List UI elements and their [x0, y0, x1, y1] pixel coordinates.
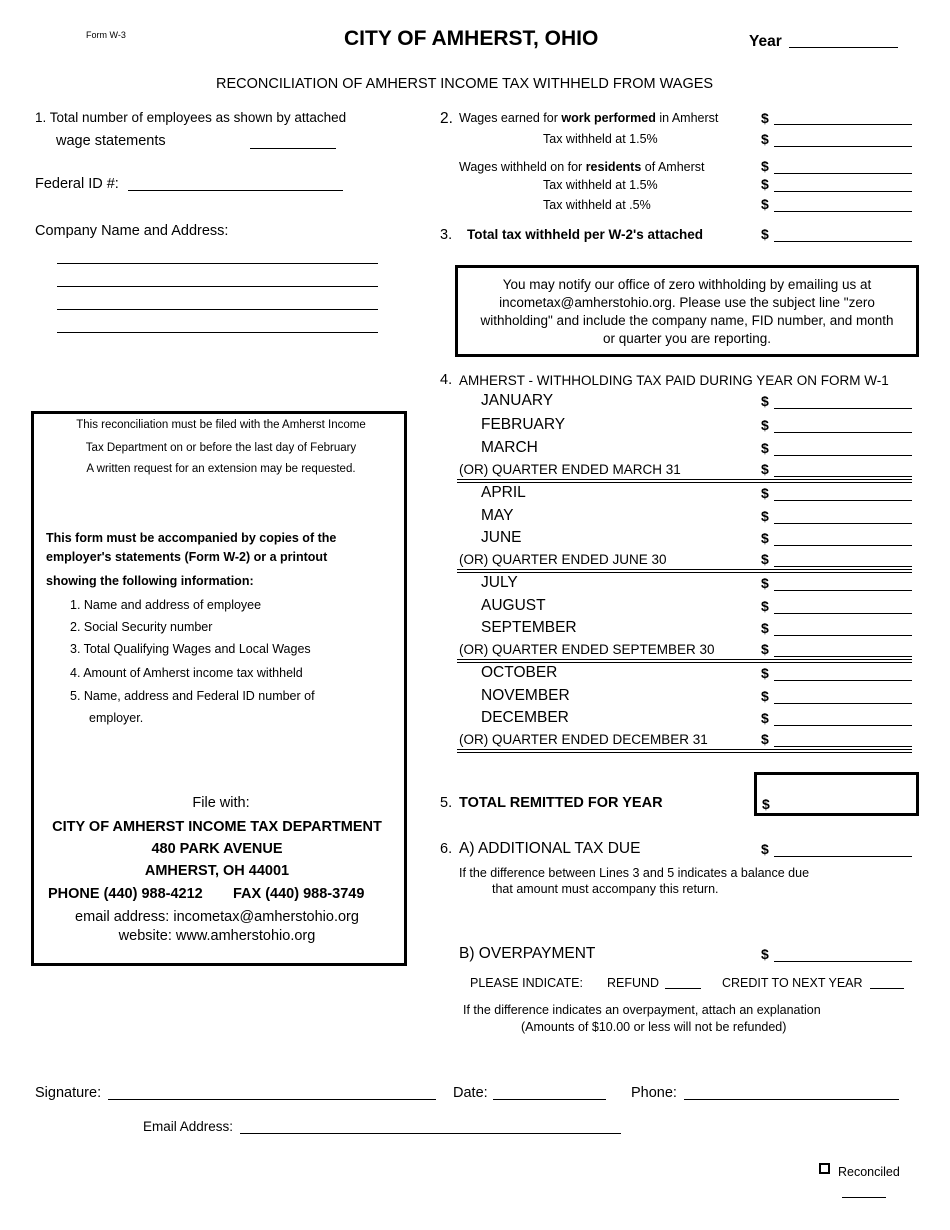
currency-sign: $ [761, 393, 769, 409]
quarter-september-field[interactable] [774, 656, 912, 657]
requirement-item-1: 1. Name and address of employee [70, 598, 262, 612]
currency-sign: $ [761, 131, 769, 147]
december-field[interactable] [774, 725, 912, 726]
june-field[interactable] [774, 545, 912, 546]
overpayment-label: B) OVERPAYMENT [459, 945, 596, 962]
item6-number: 6. [440, 841, 453, 857]
quarter-divider [457, 479, 912, 483]
currency-sign: $ [761, 530, 769, 546]
additional-tax-field[interactable] [774, 856, 912, 857]
quarter-march-label: (OR) QUARTER ENDED MARCH 31 [459, 462, 681, 477]
currency-sign: $ [761, 485, 769, 501]
quarter-divider [457, 659, 912, 663]
filing-text-3: A written request for an extension may be requested. [86, 463, 356, 475]
year-label: Year [749, 33, 782, 50]
currency-sign: $ [761, 176, 769, 192]
september-field[interactable] [774, 635, 912, 636]
overpayment-note-1: If the difference indicates an overpayment, attach an explanation [463, 1003, 821, 1017]
currency-sign: $ [761, 665, 769, 681]
reconciled-initials-field[interactable] [842, 1197, 886, 1198]
employee-count-field[interactable] [250, 148, 336, 149]
company-line-1[interactable] [57, 263, 378, 264]
total-remitted-field[interactable] [754, 772, 919, 816]
company-line-2[interactable] [57, 286, 378, 287]
month-december: DECEMBER [481, 709, 569, 726]
form-subtitle: RECONCILIATION OF AMHERST INCOME TAX WITHHELD FROM WAGES [216, 76, 714, 92]
october-field[interactable] [774, 680, 912, 681]
month-july: JULY [481, 574, 518, 591]
currency-sign: $ [761, 417, 769, 433]
currency-sign: $ [761, 508, 769, 524]
additional-tax-note-2: that amount must accompany this return. [492, 882, 719, 896]
requirement-item-4: 4. Amount of Amherst income tax withheld [70, 666, 303, 680]
currency-sign: $ [761, 620, 769, 636]
item5-number: 5. [440, 795, 453, 811]
additional-tax-note-1: If the difference between Lines 3 and 5 indicates a balance due [459, 866, 810, 880]
requirement-item-2: 2. Social Security number [70, 620, 213, 634]
resident-tax-05-field[interactable] [774, 211, 912, 212]
month-september: SEPTEMBER [481, 619, 577, 636]
quarter-december-field[interactable] [774, 746, 912, 747]
company-label: Company Name and Address: [35, 223, 229, 239]
quarter-december-label: (OR) QUARTER ENDED DECEMBER 31 [459, 732, 708, 747]
currency-sign: $ [761, 946, 769, 962]
federal-id-field[interactable] [128, 190, 343, 191]
federal-id-label: Federal ID #: [35, 176, 119, 192]
refund-field[interactable] [665, 988, 701, 989]
resident-tax-15-field[interactable] [774, 191, 912, 192]
department-email: email address: incometax@amherstohio.org [75, 909, 359, 925]
currency-sign: $ [761, 841, 769, 857]
month-march: MARCH [481, 439, 538, 456]
currency-sign: $ [761, 461, 769, 477]
quarter-september-label: (OR) QUARTER ENDED SEPTEMBER 30 [459, 642, 715, 657]
currency-sign: $ [761, 731, 769, 747]
requirement-item-5: 5. Name, address and Federal ID number of [70, 689, 315, 703]
item3-label: Total tax withheld per W-2's attached [467, 227, 703, 242]
month-november: NOVEMBER [481, 687, 570, 704]
item4-number: 4. [440, 372, 453, 388]
item4-label: AMHERST - WITHHOLDING TAX PAID DURING YEAR ON FORM W-1 [459, 373, 889, 388]
form-number: Form W-3 [86, 30, 126, 40]
quarter-divider [457, 749, 912, 753]
month-january: JANUARY [481, 392, 554, 409]
july-field[interactable] [774, 590, 912, 591]
overpayment-note-2: (Amounts of $10.00 or less will not be refunded) [521, 1020, 787, 1034]
company-line-3[interactable] [57, 309, 378, 310]
resident-wages-field[interactable] [774, 173, 912, 174]
currency-sign: $ [761, 641, 769, 657]
requirement-item-5-cont: employer. [89, 711, 144, 725]
credit-field[interactable] [870, 988, 904, 989]
filing-text-2: Tax Department on or before the last day of February [85, 442, 357, 454]
month-august: AUGUST [481, 597, 546, 614]
signature-label: Signature: [35, 1085, 102, 1101]
refund-label: REFUND [607, 976, 660, 990]
department-website: website: www.amherstohio.org [118, 928, 316, 944]
currency-sign: $ [761, 710, 769, 726]
resident-tax-05-label: Tax withheld at .5% [543, 198, 651, 212]
item1-label-cont: wage statements [56, 133, 166, 149]
currency-sign: $ [761, 575, 769, 591]
department-fax: FAX (440) 988-3749 [233, 886, 365, 902]
currency-sign: $ [761, 158, 769, 174]
november-field[interactable] [774, 703, 912, 704]
month-february: FEBRUARY [481, 416, 566, 433]
august-field[interactable] [774, 613, 912, 614]
resident-tax-15-label: Tax withheld at 1.5% [543, 178, 658, 192]
department-street: 480 PARK AVENUE [151, 841, 283, 857]
please-indicate-label: PLEASE INDICATE: [470, 976, 583, 990]
quarter-divider [457, 569, 912, 573]
april-field[interactable] [774, 500, 912, 501]
may-field[interactable] [774, 523, 912, 524]
additional-tax-label: A) ADDITIONAL TAX DUE [459, 840, 641, 857]
item5-label: TOTAL REMITTED FOR YEAR [459, 795, 663, 811]
date-label: Date: [453, 1085, 488, 1101]
requirement-text-1: This form must be accompanied by copies of the [46, 531, 337, 545]
tax-withheld-15-field[interactable] [774, 146, 912, 147]
quarter-june-field[interactable] [774, 566, 912, 567]
requirement-item-3: 3. Total Qualifying Wages and Local Wages [70, 642, 311, 656]
file-with-label: File with: [192, 795, 250, 811]
currency-sign: $ [761, 226, 769, 242]
phone-label: Phone: [631, 1085, 677, 1101]
quarter-march-field[interactable] [774, 476, 912, 477]
month-april: APRIL [481, 484, 526, 501]
overpayment-field[interactable] [774, 961, 912, 962]
currency-sign: $ [761, 551, 769, 567]
signature-field[interactable] [108, 1099, 436, 1100]
month-october: OCTOBER [481, 664, 558, 681]
resident-wages-label: Wages withheld on for residents of Amherst [459, 160, 705, 174]
page-title: CITY OF AMHERST, OHIO [344, 27, 599, 50]
email-field[interactable] [240, 1133, 621, 1134]
total-tax-withheld-field[interactable] [774, 241, 912, 242]
date-field[interactable] [493, 1099, 606, 1100]
zero-withholding-notice: You may notify our office of zero withholding by emailing us at incometax@amherstohio.org. Please use the subject line "zero withholding" and include the company name, FID number, and month or quarter you are reporting. [480, 277, 894, 346]
phone-field[interactable] [684, 1099, 899, 1100]
tax-withheld-15-label: Tax withheld at 1.5% [543, 132, 658, 146]
email-label: Email Address: [143, 1119, 234, 1134]
credit-label: CREDIT TO NEXT YEAR [722, 976, 863, 990]
reconciled-checkbox[interactable] [819, 1163, 830, 1174]
requirement-text-2: employer's statements (Form W-2) or a printout [46, 550, 328, 564]
item3-number: 3. [440, 227, 453, 243]
item2-label: Wages earned for work performed in Amherst [459, 111, 719, 125]
item1-label: 1. Total number of employees as shown by attached [35, 110, 347, 125]
month-may: MAY [481, 507, 514, 524]
item2-number: 2. [440, 110, 453, 127]
currency-sign: $ [761, 598, 769, 614]
march-field[interactable] [774, 455, 912, 456]
january-field[interactable] [774, 408, 912, 409]
month-june: JUNE [481, 529, 522, 546]
currency-sign: $ [761, 440, 769, 456]
year-field[interactable] [789, 47, 898, 48]
department-phone: PHONE (440) 988-4212 [48, 886, 203, 902]
reconciled-label: Reconciled [838, 1165, 900, 1179]
department-name: CITY OF AMHERST INCOME TAX DEPARTMENT [52, 819, 382, 835]
currency-sign: $ [761, 688, 769, 704]
february-field[interactable] [774, 432, 912, 433]
company-line-4[interactable] [57, 332, 378, 333]
wages-work-field[interactable] [774, 124, 912, 125]
department-city: AMHERST, OH 44001 [144, 863, 290, 879]
currency-sign: $ [762, 796, 770, 812]
requirement-text-3: showing the following information: [46, 574, 254, 588]
currency-sign: $ [761, 196, 769, 212]
currency-sign: $ [761, 110, 769, 126]
quarter-june-label: (OR) QUARTER ENDED JUNE 30 [459, 552, 667, 567]
filing-text-1: This reconciliation must be filed with the Amherst Income [76, 419, 366, 431]
